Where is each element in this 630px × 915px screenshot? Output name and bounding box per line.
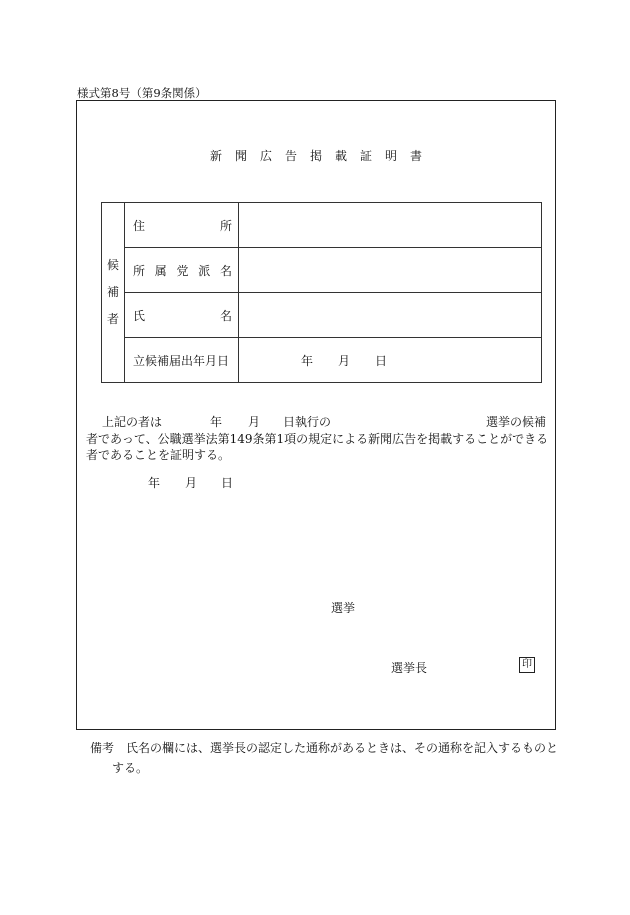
filing-date-field[interactable]: 年 月 日: [239, 338, 542, 383]
form-number: 様式第8号（第9条関係）: [77, 86, 207, 100]
table-row: [102, 293, 542, 338]
group-char: 候: [106, 258, 119, 272]
candidate-group-label: [102, 203, 125, 383]
filing-date-label: 立候補届出年月日: [125, 338, 239, 383]
table-row: [102, 248, 542, 293]
certificate-frame: 新聞広告掲載証明書 候 補 者 住 所 所 属 党 派 名 氏 名 立候補届出年月日 年 月 日 上記の者は 年 月 日執行の 選挙の候補 者であって、公職選挙法第149条第1項の規定による新聞広告を掲載することができる 者であることを証明する。 年 月 日 選挙 選挙長 印: [76, 100, 556, 730]
group-char: 補: [106, 285, 119, 299]
table-row: [102, 203, 542, 248]
name-label: 氏 名: [125, 293, 239, 338]
seal-mark: 印: [519, 657, 535, 673]
party-label: 所 属 党 派 名: [125, 248, 239, 293]
document-title: 新聞広告掲載証明書: [209, 149, 435, 163]
table-row: [102, 338, 542, 383]
party-field[interactable]: [239, 248, 542, 293]
certification-text: 上記の者は 年 月 日執行の 選挙の候補 者であって、公職選挙法第149条第1項の規定による新聞広告を掲載することができる 者であることを証明する。: [86, 415, 549, 462]
remarks: 備考 氏名の欄には、選挙長の認定した通称があるときは、その通称を記入するものと する。: [90, 741, 559, 775]
name-field[interactable]: [239, 293, 542, 338]
address-label: 住 所: [125, 203, 239, 248]
election-official: 選挙長: [391, 661, 428, 675]
address-field[interactable]: [239, 203, 542, 248]
election-name: 選挙: [331, 601, 356, 615]
group-char: 者: [106, 312, 119, 326]
candidate-table: [101, 202, 542, 383]
